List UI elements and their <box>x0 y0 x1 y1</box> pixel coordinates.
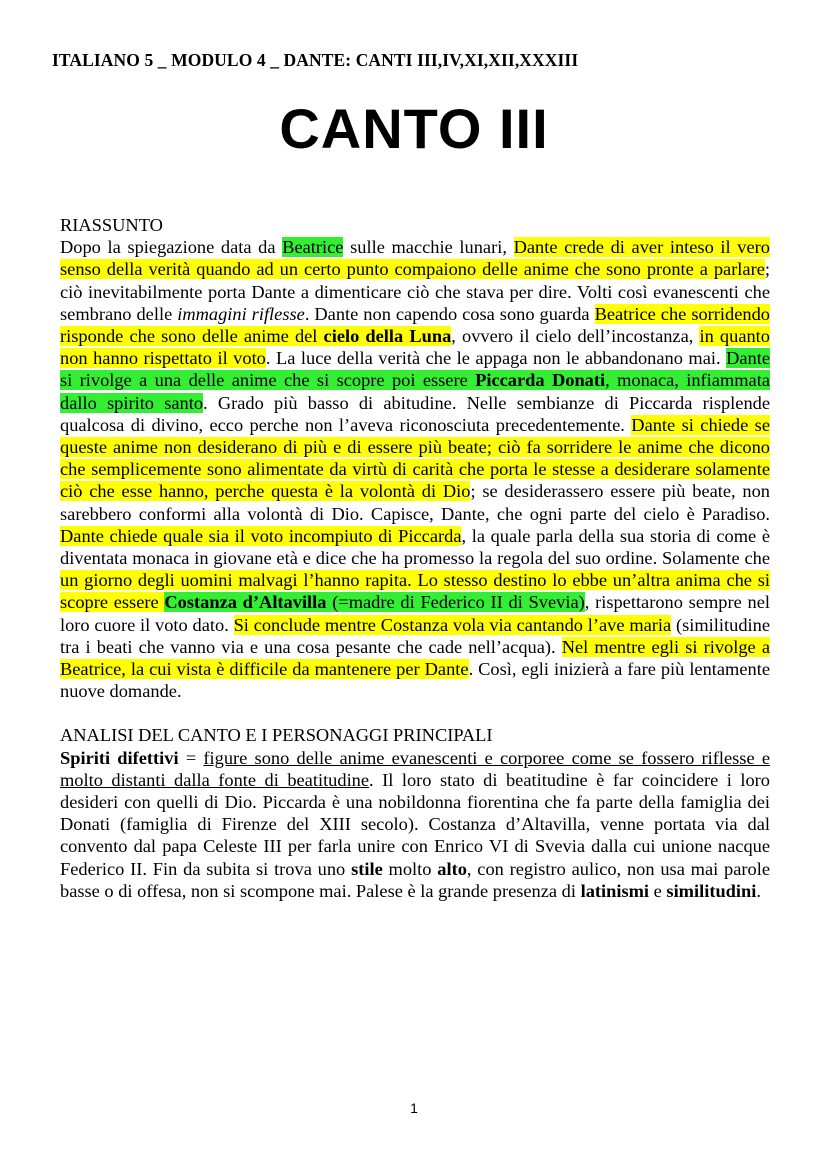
highlight-green-bold: Piccarda Donati <box>475 370 606 391</box>
text-run: . Così, egli inizierà a fare più lentamente nuove domande. <box>60 659 770 702</box>
text-run: e <box>649 880 667 901</box>
bold-text: alto <box>437 858 467 879</box>
document-header: ITALIANO 5 _ MODULO 4 _ DANTE: CANTI III,IV,XI,XII,XXXIII <box>52 50 579 70</box>
text-run: . Grado più basso di abitudine. Nelle sembianze di Piccarda risplende qualcosa di divino, ecco perche non l’aveva riconosciuta precedentemente. <box>60 392 770 435</box>
bold-text: Spiriti difettivi <box>60 747 179 768</box>
page-title: CANTO III <box>279 97 549 160</box>
text-run: , ovvero il cielo dell’incostanza, <box>451 326 700 347</box>
text-run: (similitudine tra i beati che vanno via e una cosa pesante che cade nell’acqua). <box>60 614 770 657</box>
text-run: , la quale parla della sua storia di come è diventata monaca in giovane età e dice che ha promesso la regola del suo ordine. Solamente che <box>60 525 770 569</box>
section-heading-analisi: ANALISI DEL CANTO E I PERSONAGGI PRINCIPALI <box>60 725 493 746</box>
section-heading-riassunto: RIASSUNTO <box>60 215 163 235</box>
highlight-yellow-bold: cielo della Luna <box>323 326 452 347</box>
highlight-yellow: Nel mentre egli si rivolge a Beatrice, la cui vista è difficile da mantenere per Dante <box>60 636 770 680</box>
highlight-green: , monaca, infiammata dallo spirito santo <box>60 370 770 413</box>
highlight-yellow: un giorno degli uomini malvagi l’hanno rapita. Lo stesso destino lo ebbe un’altra anima che si scopre essere <box>60 570 770 613</box>
highlight-green-bold: Costanza d’Altavilla <box>164 592 327 613</box>
section-riassunto <box>60 214 770 702</box>
text-run: . Il loro stato di beatitudine è far coincidere i loro desideri con quelli di Dio. Piccarda è una nobildonna fiorentina che fa parte della famiglia dei Donati (famiglia di Firenze del XIII secolo). Costanza d’Altavilla, venne portata via dal convento dal papa Celeste III per farla unire con Enrico VI di Svevia dalla cui unione nacque Federico II. Fin da subita si trova uno <box>60 769 770 879</box>
bold-text: stile <box>351 858 383 879</box>
text-run: . <box>756 880 761 901</box>
highlight-green: Beatrice <box>282 237 344 258</box>
paragraph-gap <box>60 702 770 724</box>
text-run: molto <box>382 858 438 879</box>
text-run: ; ciò inevitabilmente porta Dante a dimenticare ciò che stava per dire. Volti così evanescenti che sembrano delle <box>60 259 770 324</box>
highlight-green: (=madre di Federico II di Svevia) <box>326 592 585 613</box>
paragraph-analisi <box>60 747 770 902</box>
highlight-yellow: in quanto non hanno rispettato il voto <box>60 326 770 369</box>
bold-text: similitudini <box>666 880 757 901</box>
highlight-yellow: Dante si chiede se queste anime non desiderano di più e di essere più beate; ciò fa sorridere le anime che dicono che semplicemente sono alimentate da virtù di carità che porta le stesse a desiderare solamente ciò che esse hanno, perche questa è la volontà di Dio <box>60 414 770 502</box>
text-run: . Dante non capendo cosa sono guarda <box>304 303 595 324</box>
paragraph-riassunto <box>60 236 770 702</box>
highlight-green: Dante si rivolge a una delle anime che si scopre poi essere <box>60 348 770 391</box>
bold-text: latinismi <box>580 880 650 901</box>
section-analisi <box>60 724 770 902</box>
italic-text: immagini riflesse <box>177 303 305 324</box>
text-run: , con registro aulico, non usa mai parole basse o di offesa, non si scompone mai. Palese è la grande presenza di <box>60 858 770 901</box>
text-run: ; se desiderassero essere più beate, non sarebbero conformi alla volontà di Dio. Capisce, Dante, che ogni parte del cielo è Paradiso. <box>60 481 771 524</box>
text-run: , rispettarono sempre nel loro cuore il voto dato. <box>60 592 770 635</box>
text-run: sulle macchie lunari, <box>343 237 514 258</box>
highlight-yellow: Beatrice che sorridendo risponde che sono delle anime del <box>60 303 770 347</box>
text-run: = <box>178 747 204 768</box>
highlight-yellow: Dante chiede quale sia il voto incompiuto di Piccarda <box>60 525 462 546</box>
underlined-text: figure sono delle anime evanescenti e corporee come se fossero riflesse e molto distanti dalla fonte di beatitudine <box>60 747 770 790</box>
page-number: 1 <box>410 1100 418 1116</box>
document-body <box>60 214 770 902</box>
highlight-yellow: Dante crede di aver inteso il vero senso della verità quando ad un certo punto compaiono delle anime che sono pronte a parlare <box>60 237 770 280</box>
text-run: Dopo la spiegazione data da <box>60 237 283 258</box>
highlight-yellow: Si conclude mentre Costanza vola via cantando l’ave maria <box>233 614 672 635</box>
text-run: . La luce della verità che le appaga non le abbandonano mai. <box>265 348 727 369</box>
